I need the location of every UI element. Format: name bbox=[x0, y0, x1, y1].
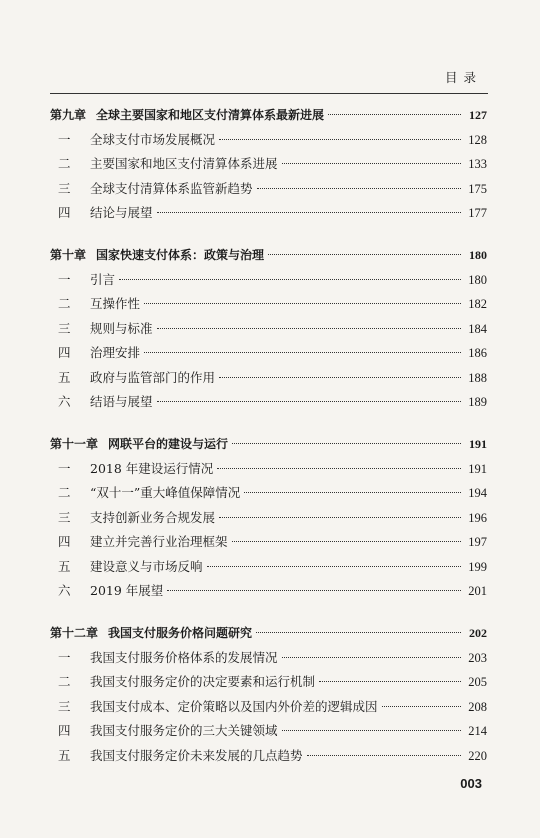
leader-dots bbox=[319, 681, 461, 682]
section-number: 四 bbox=[58, 345, 71, 360]
section-number: 二 bbox=[58, 296, 71, 311]
section-title: 建立并完善行业治理框架 bbox=[90, 534, 228, 549]
section-title: 2019 年展望 bbox=[90, 583, 164, 598]
leader-dots bbox=[307, 755, 461, 756]
section-number: 六 bbox=[58, 394, 71, 409]
leader-dots bbox=[217, 468, 461, 469]
leader-dots bbox=[144, 303, 461, 304]
section-entry bbox=[50, 744, 487, 769]
section-number: 四 bbox=[58, 534, 71, 549]
section-page: 197 bbox=[468, 535, 487, 549]
section-number: 四 bbox=[58, 723, 71, 738]
section-number: 一 bbox=[58, 131, 71, 147]
section-page: 186 bbox=[468, 346, 487, 360]
section-title: 全球支付清算体系监管新趋势 bbox=[90, 180, 253, 196]
section-page: 196 bbox=[468, 510, 487, 525]
section-entry bbox=[50, 128, 487, 153]
section-title: 政府与监管部门的作用 bbox=[90, 369, 216, 385]
section-number: 三 bbox=[58, 509, 71, 525]
section-title: 结语与展望 bbox=[90, 394, 153, 409]
chapter-title: 我国支付服务价格问题研究 bbox=[108, 626, 253, 640]
leader-dots bbox=[256, 632, 461, 633]
chapter-page: 127 bbox=[469, 108, 487, 122]
section-page: 189 bbox=[468, 395, 487, 409]
chapter-entry bbox=[50, 103, 487, 128]
chapter-page: 191 bbox=[469, 437, 487, 451]
section-title: 规则与标准 bbox=[90, 320, 153, 336]
chapter-block bbox=[50, 243, 487, 415]
section-page: 184 bbox=[468, 321, 487, 336]
chapter-title: 网联平台的建设与运行 bbox=[108, 437, 229, 451]
chapter-entry bbox=[50, 432, 487, 457]
section-entry bbox=[50, 201, 487, 226]
section-page: 180 bbox=[468, 272, 487, 287]
leader-dots bbox=[219, 139, 461, 140]
leader-dots bbox=[382, 706, 461, 707]
leader-dots bbox=[167, 590, 461, 591]
leader-dots bbox=[157, 401, 461, 402]
section-page: 220 bbox=[468, 748, 487, 763]
section-page: 199 bbox=[468, 559, 487, 574]
section-title: 主要国家和地区支付清算体系进展 bbox=[90, 156, 278, 171]
section-entry bbox=[50, 719, 487, 744]
section-entry bbox=[50, 530, 487, 555]
leader-dots bbox=[244, 492, 461, 493]
section-number: 三 bbox=[58, 698, 71, 714]
section-entry bbox=[50, 555, 487, 580]
section-number: 一 bbox=[58, 649, 71, 665]
chapter-number: 第十章 bbox=[50, 248, 87, 262]
section-entry bbox=[50, 670, 487, 695]
section-entry bbox=[50, 390, 487, 415]
leader-dots bbox=[257, 188, 461, 189]
chapter-number: 第十二章 bbox=[50, 626, 99, 640]
leader-dots bbox=[268, 254, 461, 255]
leader-dots bbox=[232, 443, 461, 444]
section-entry bbox=[50, 457, 487, 482]
section-entry bbox=[50, 317, 487, 342]
section-entry bbox=[50, 366, 487, 391]
leader-dots bbox=[157, 328, 461, 329]
section-page: 133 bbox=[468, 157, 487, 171]
section-title: 治理安排 bbox=[90, 345, 141, 360]
section-page: 128 bbox=[468, 132, 487, 147]
leader-dots bbox=[157, 212, 461, 213]
chapter-title: 全球主要国家和地区支付清算体系最新进展 bbox=[96, 108, 325, 122]
section-entry bbox=[50, 268, 487, 293]
header-rule bbox=[50, 93, 488, 94]
chapter-number: 第十一章 bbox=[50, 437, 99, 451]
section-entry bbox=[50, 292, 487, 317]
chapter-page: 202 bbox=[469, 626, 487, 640]
leader-dots bbox=[219, 517, 461, 518]
chapter-title: 国家快速支付体系：政策与治理 bbox=[96, 248, 265, 262]
section-page: 177 bbox=[468, 206, 487, 220]
chapter-block bbox=[50, 621, 487, 768]
section-entry bbox=[50, 177, 487, 202]
section-title: 我国支付服务定价的三大关键领域 bbox=[90, 723, 278, 738]
leader-dots bbox=[282, 163, 461, 164]
section-page: 194 bbox=[468, 486, 487, 500]
section-number: 四 bbox=[58, 205, 71, 220]
chapter-block bbox=[50, 103, 487, 226]
section-page: 201 bbox=[468, 584, 487, 598]
section-number: 五 bbox=[58, 747, 71, 763]
section-number: 五 bbox=[58, 558, 71, 574]
chapter-entry bbox=[50, 243, 487, 268]
running-head: 目录 bbox=[444, 70, 482, 85]
leader-dots bbox=[219, 377, 461, 378]
chapter-number: 第九章 bbox=[50, 108, 87, 122]
section-title: 2018 年建设运行情况 bbox=[90, 460, 214, 476]
section-page: 175 bbox=[468, 181, 487, 196]
section-number: 六 bbox=[58, 583, 71, 598]
section-entry bbox=[50, 481, 487, 506]
leader-dots bbox=[144, 352, 461, 353]
section-number: 二 bbox=[58, 485, 71, 500]
leader-dots bbox=[232, 541, 461, 542]
section-title: 我国支付服务定价未来发展的几点趋势 bbox=[90, 747, 303, 763]
section-title: 结论与展望 bbox=[90, 205, 153, 220]
section-entry bbox=[50, 152, 487, 177]
section-title: 我国支付成本、定价策略以及国内外价差的逻辑成因 bbox=[90, 698, 378, 714]
section-entry bbox=[50, 579, 487, 604]
leader-dots bbox=[119, 279, 461, 280]
chapter-entry bbox=[50, 621, 487, 646]
section-entry bbox=[50, 506, 487, 531]
section-number: 二 bbox=[58, 156, 71, 171]
table-of-contents bbox=[50, 103, 487, 786]
section-title: 互操作性 bbox=[90, 296, 141, 311]
section-page: 182 bbox=[468, 297, 487, 311]
section-number: 一 bbox=[58, 460, 71, 476]
section-title: 建设意义与市场反响 bbox=[90, 558, 203, 574]
section-title: “双十一”重大峰值保障情况 bbox=[90, 485, 241, 500]
leader-dots bbox=[282, 657, 461, 658]
section-number: 三 bbox=[58, 180, 71, 196]
section-title: 引言 bbox=[90, 271, 116, 287]
section-number: 五 bbox=[58, 369, 71, 385]
leader-dots bbox=[207, 566, 461, 567]
leader-dots bbox=[282, 730, 461, 731]
section-entry bbox=[50, 646, 487, 671]
section-page: 188 bbox=[468, 370, 487, 385]
section-page: 203 bbox=[468, 650, 487, 665]
chapter-block bbox=[50, 432, 487, 604]
section-title: 我国支付服务价格体系的发展情况 bbox=[90, 649, 278, 665]
section-entry bbox=[50, 341, 487, 366]
section-title: 支持创新业务合规发展 bbox=[90, 509, 216, 525]
section-number: 二 bbox=[58, 674, 71, 689]
leader-dots bbox=[328, 114, 461, 115]
section-page: 191 bbox=[468, 461, 487, 476]
section-page: 214 bbox=[468, 724, 487, 738]
section-number: 一 bbox=[58, 271, 71, 287]
chapter-page: 180 bbox=[469, 248, 487, 262]
section-entry bbox=[50, 695, 487, 720]
section-page: 208 bbox=[468, 699, 487, 714]
section-number: 三 bbox=[58, 320, 71, 336]
section-title: 全球支付市场发展概况 bbox=[90, 131, 216, 147]
page-number: 003 bbox=[460, 776, 482, 791]
section-title: 我国支付服务定价的决定要素和运行机制 bbox=[90, 674, 316, 689]
section-page: 205 bbox=[468, 675, 487, 689]
